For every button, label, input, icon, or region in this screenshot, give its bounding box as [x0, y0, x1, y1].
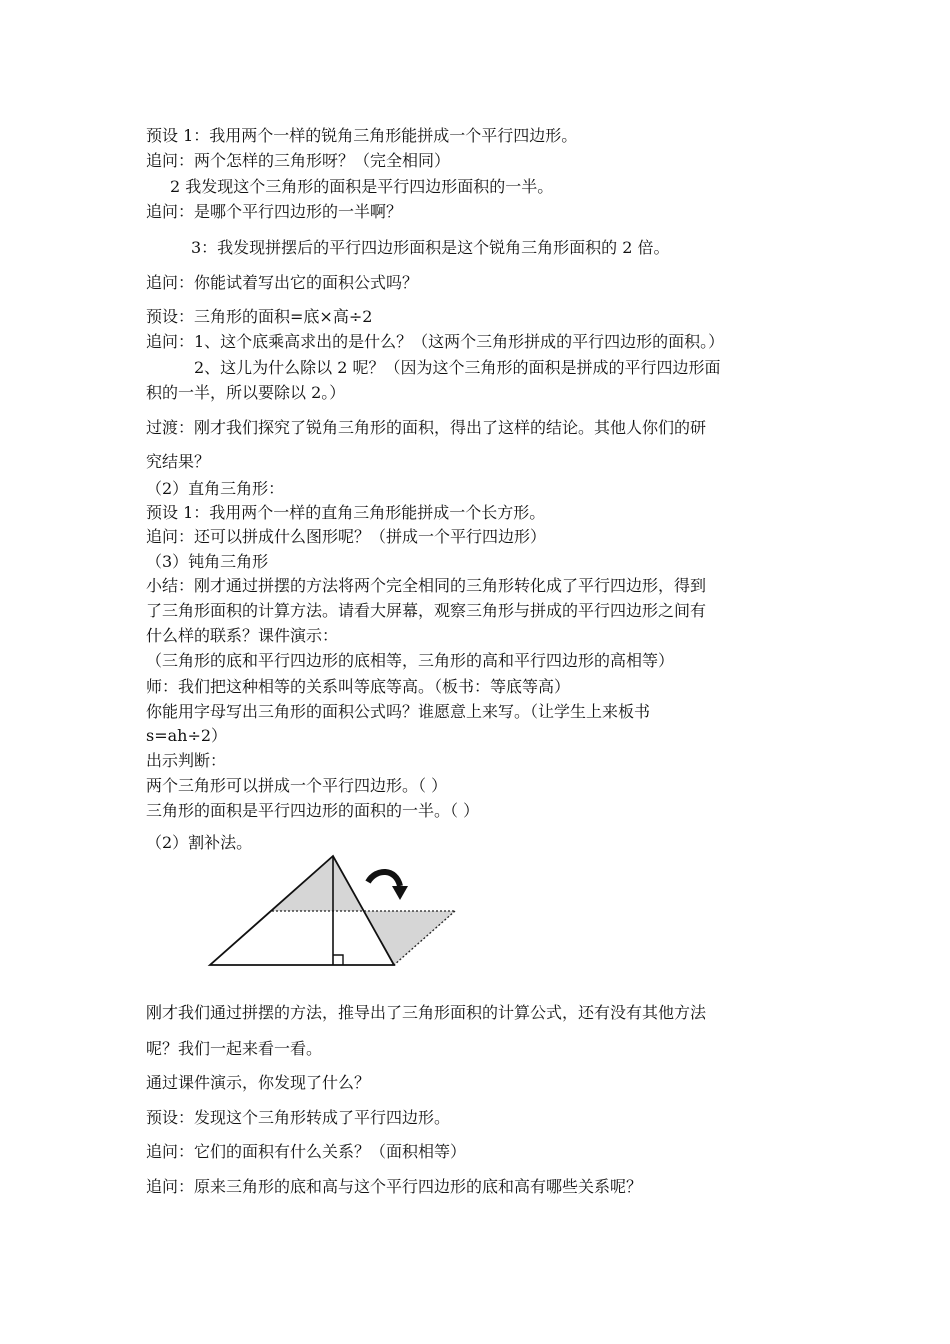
text-line-10: 积的一半，所以要除以 2。）	[146, 383, 346, 402]
text-line-18: 了三角形面积的计算方法。请看大屏幕，观察三角形与拼成的平行四边形之间有	[146, 601, 707, 620]
text-line-31: 预设：发现这个三角形转成了平行四边形。	[146, 1108, 451, 1127]
text-line-3: 2 我发现这个三角形的面积是平行四边形面积的一半。	[170, 177, 554, 196]
text-line-24: 出示判断：	[146, 751, 227, 770]
text-line-8: 追问：1、这个底乘高求出的是什么？（这两个三角形拼成的平行四边形的面积。）	[146, 332, 725, 351]
text-line-6: 追问：你能试着写出它的面积公式吗？	[146, 273, 419, 292]
text-line-2: 追问：两个怎样的三角形呀？（完全相同）	[146, 151, 451, 170]
text-line-20: （三角形的底和平行四边形的底相等，三角形的高和平行四边形的高相等）	[146, 651, 675, 670]
text-line-33: 追问：原来三角形的底和高与这个平行四边形的底和高有哪些关系呢？	[146, 1177, 643, 1196]
text-line-19: 什么样的联系？课件演示：	[146, 626, 339, 645]
text-line-17: 小结：刚才通过拼摆的方法将两个完全相同的三角形转化成了平行四边形，得到	[146, 576, 707, 595]
curved-rotate-arrow-icon	[368, 872, 408, 900]
text-line-28: 刚才我们通过拼摆的方法，推导出了三角形面积的计算公式，还有没有其他方法	[146, 1003, 707, 1022]
triangle-cut-fill-figure	[200, 850, 470, 975]
text-line-32: 追问：它们的面积有什么关系？（面积相等）	[146, 1142, 467, 1161]
text-line-5: 3：我发现拼摆后的平行四边形面积是这个锐角三角形面积的 2 倍。	[191, 238, 670, 257]
top-triangle-piece	[272, 856, 364, 911]
text-line-21: 师：我们把这种相等的关系叫等底等高。（板书：等底等高）	[146, 677, 571, 696]
text-line-25: 两个三角形可以拼成一个平行四边形。（ ）	[146, 776, 448, 795]
text-line-7: 预设：三角形的面积=底×高÷2	[146, 307, 373, 326]
text-line-27: （2）割补法。	[146, 833, 253, 852]
text-line-4: 追问：是哪个平行四边形的一半啊？	[146, 202, 403, 221]
text-line-30: 通过课件演示，你发现了什么？	[146, 1073, 371, 1092]
right-angle-mark-icon	[333, 955, 343, 965]
text-line-22: 你能用字母写出三角形的面积公式吗？谁愿意上来写。（让学生上来板书	[146, 702, 651, 721]
text-line-12: 究结果？	[146, 452, 211, 471]
text-line-14: 预设 1：我用两个一样的直角三角形能拼成一个长方形。	[146, 503, 546, 522]
text-line-15: 追问：还可以拼成什么图形呢？（拼成一个平行四边形）	[146, 527, 547, 546]
text-line-9: 2、这儿为什么除以 2 呢？（因为这个三角形的面积是拼成的平行四边形面	[194, 358, 721, 377]
moved-triangle-piece	[364, 911, 455, 965]
text-line-23: s=ah÷2）	[146, 726, 228, 745]
text-line-1: 预设 1：我用两个一样的锐角三角形能拼成一个平行四边形。	[146, 126, 578, 145]
text-line-29: 呢？我们一起来看一看。	[146, 1039, 323, 1058]
text-line-11: 过渡：刚才我们探究了锐角三角形的面积，得出了这样的结论。其他人你们的研	[146, 418, 707, 437]
text-line-13: （2）直角三角形：	[146, 479, 285, 498]
text-line-16: （3）钝角三角形	[146, 552, 269, 571]
text-line-26: 三角形的面积是平行四边形的面积的一半。（ ）	[146, 801, 480, 820]
